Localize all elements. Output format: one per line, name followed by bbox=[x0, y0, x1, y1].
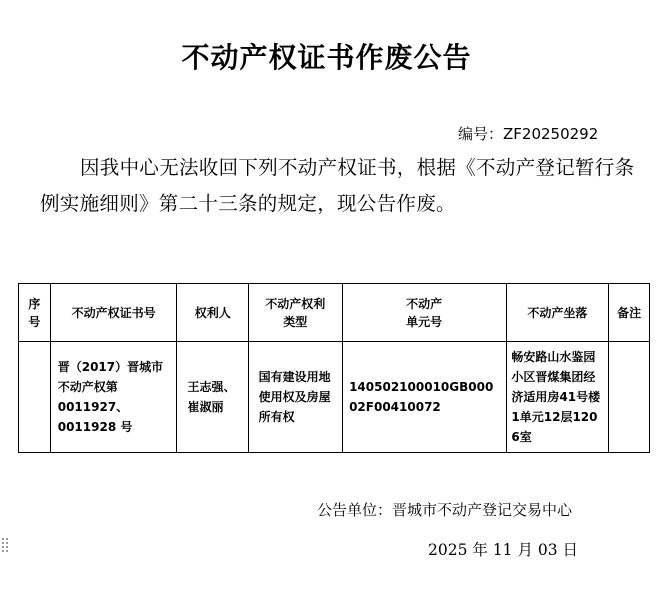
cell-unit-no: 140502100010GB00002F00410072 bbox=[342, 342, 506, 453]
cell-right-type: 国有建设用地使用权及房屋所有权 bbox=[248, 342, 342, 453]
announcement-body: 因我中心无法收回下列不动产权证书，根据《不动产登记暂行条例实施细则》第二十三条的规定，现公告作废。 bbox=[40, 156, 635, 215]
cell-cert-no: 晋（2017）晋城市不动产权第 0011927、0011928 号 bbox=[50, 342, 177, 453]
header-location: 不动产坐落 bbox=[506, 284, 608, 342]
cell-location: 畅安路山水鉴园小区晋煤集团经济适用房41号楼1单元12层1206室 bbox=[506, 342, 608, 453]
cell-remark bbox=[609, 342, 650, 453]
header-right-type: 不动产权利类型 bbox=[248, 284, 342, 342]
header-cert-no: 不动产权证书号 bbox=[50, 284, 177, 342]
header-unit-no: 不动产单元号 bbox=[342, 284, 506, 342]
header-seq: 序号 bbox=[19, 284, 51, 342]
header-owner: 权利人 bbox=[177, 284, 249, 342]
drag-handle-icon[interactable] bbox=[2, 538, 10, 552]
cell-seq bbox=[19, 342, 51, 453]
header-remark: 备注 bbox=[609, 284, 650, 342]
cell-owner: 王志强、崔淑丽 bbox=[177, 342, 249, 453]
table-row bbox=[19, 342, 650, 453]
issue-date: 2025 年 11 月 03 日 bbox=[428, 541, 579, 559]
table-header-row bbox=[19, 284, 650, 342]
issuing-unit: 公告单位：晋城市不动产登记交易中心 bbox=[317, 501, 573, 519]
document-number: 编号：ZF20250292 bbox=[458, 125, 599, 143]
document-title: 不动产权证书作废公告 bbox=[181, 41, 472, 74]
certificate-table bbox=[18, 283, 650, 453]
